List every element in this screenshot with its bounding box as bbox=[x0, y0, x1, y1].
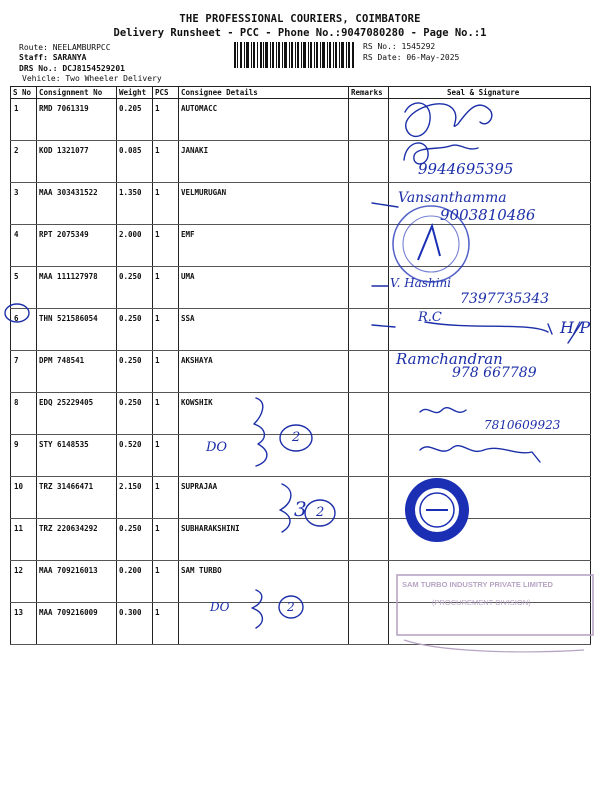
staff-label: Staff: SARANYA bbox=[19, 53, 87, 62]
row-remarks bbox=[349, 225, 389, 267]
handwritten-phone: 978 667789 bbox=[452, 365, 537, 381]
row-seal bbox=[389, 225, 591, 267]
row-pcs: 1 bbox=[153, 99, 179, 141]
col-weight-header: Weight bbox=[117, 87, 153, 99]
row-pcs: 1 bbox=[153, 477, 179, 519]
row-pcs: 1 bbox=[153, 435, 179, 477]
row-weight: 2.000 bbox=[117, 225, 153, 267]
row-sno: 7 bbox=[11, 351, 37, 393]
company-title: THE PROFESSIONAL COURIERS, COIMBATORE bbox=[179, 13, 421, 25]
row-consignee: KOWSHIK bbox=[179, 393, 349, 435]
row-weight: 0.250 bbox=[117, 309, 153, 351]
row-consignment: MAA 303431522 bbox=[37, 183, 117, 225]
row-pcs: 1 bbox=[153, 351, 179, 393]
row-remarks bbox=[349, 603, 389, 645]
row-remarks bbox=[349, 267, 389, 309]
handwritten-circled-number: 2 bbox=[316, 505, 325, 520]
row-seal bbox=[389, 435, 591, 477]
row-weight: 0.085 bbox=[117, 141, 153, 183]
row-consignment: RPT 2075349 bbox=[37, 225, 117, 267]
row-weight: 0.250 bbox=[117, 519, 153, 561]
row-weight: 0.250 bbox=[117, 267, 153, 309]
row-consignment: DPM 748541 bbox=[37, 351, 117, 393]
handwritten-circled-number: 2 bbox=[287, 600, 295, 614]
row-consignment: MAA 111127978 bbox=[37, 267, 117, 309]
row-sno: 2 bbox=[11, 141, 37, 183]
row-remarks bbox=[349, 183, 389, 225]
row-consignee: VELMURUGAN bbox=[179, 183, 349, 225]
col-consignee-header: Consignee Details bbox=[179, 87, 349, 99]
handwritten-name: Vansanthamma bbox=[398, 190, 507, 206]
row-sno: 12 bbox=[11, 561, 37, 603]
row-weight: 1.350 bbox=[117, 183, 153, 225]
col-pcs-header: PCS bbox=[153, 87, 179, 99]
row-weight: 0.520 bbox=[117, 435, 153, 477]
row-weight: 0.200 bbox=[117, 561, 153, 603]
row-seal bbox=[389, 603, 591, 645]
row-weight: 2.150 bbox=[117, 477, 153, 519]
row-weight: 0.300 bbox=[117, 603, 153, 645]
handwritten-hp: H/P bbox=[560, 318, 591, 337]
row-sno: 8 bbox=[11, 393, 37, 435]
row-remarks bbox=[349, 393, 389, 435]
col-seal-header: Seal & Signature bbox=[389, 87, 591, 99]
row-pcs: 1 bbox=[153, 393, 179, 435]
row-sno: 6 bbox=[11, 309, 37, 351]
handwritten-name: V. Hashini bbox=[390, 276, 452, 290]
row-consignee bbox=[179, 435, 349, 477]
row-consignment: MAA 709216009 bbox=[37, 603, 117, 645]
row-consignee: SUPRAJAA bbox=[179, 477, 349, 519]
col-consignment-header: Consignment No bbox=[37, 87, 117, 99]
row-consignment: MAA 709216013 bbox=[37, 561, 117, 603]
row-sno: 4 bbox=[11, 225, 37, 267]
row-weight: 0.250 bbox=[117, 393, 153, 435]
handwritten-name: Ramchandran bbox=[396, 350, 503, 368]
table-row bbox=[11, 225, 591, 267]
row-weight: 0.250 bbox=[117, 351, 153, 393]
samturbo-stamp-line2: (PROCUREMENT DIVISION) bbox=[432, 598, 531, 607]
row-sno: 9 bbox=[11, 435, 37, 477]
row-consignment: THN 521586054 bbox=[37, 309, 117, 351]
rs-number: RS No.: 1545292 bbox=[363, 42, 436, 51]
row-remarks bbox=[349, 309, 389, 351]
handwritten-note: R.C bbox=[418, 310, 442, 325]
row-consignment: TRZ 31466471 bbox=[37, 477, 117, 519]
row-pcs: 1 bbox=[153, 519, 179, 561]
row-sno: 10 bbox=[11, 477, 37, 519]
table-row bbox=[11, 603, 591, 645]
row-sno: 1 bbox=[11, 99, 37, 141]
row-consignment: RMD 7061319 bbox=[37, 99, 117, 141]
barcode bbox=[234, 42, 354, 68]
row-remarks bbox=[349, 477, 389, 519]
table-row bbox=[11, 435, 591, 477]
table-header-row bbox=[11, 87, 591, 99]
handwritten-phone: 7397735343 bbox=[460, 291, 550, 307]
row-sno: 11 bbox=[11, 519, 37, 561]
row-weight: 0.205 bbox=[117, 99, 153, 141]
row-consignee: SSA bbox=[179, 309, 349, 351]
handwritten-phone: 9944695395 bbox=[418, 160, 514, 178]
row-pcs: 1 bbox=[153, 603, 179, 645]
row-consignee: AUTOMACC bbox=[179, 99, 349, 141]
row-pcs: 1 bbox=[153, 225, 179, 267]
row-pcs: 1 bbox=[153, 561, 179, 603]
row-consignee: SUBHARAKSHINI bbox=[179, 519, 349, 561]
row-consignment: KOD 1321077 bbox=[37, 141, 117, 183]
row-consignee: UMA bbox=[179, 267, 349, 309]
col-remarks-header: Remarks bbox=[349, 87, 389, 99]
row-pcs: 1 bbox=[153, 309, 179, 351]
vehicle-label: Vehicle: Two Wheeler Delivery bbox=[22, 74, 162, 83]
row-consignment: EDQ 25229405 bbox=[37, 393, 117, 435]
row-consignee bbox=[179, 603, 349, 645]
row-consignee: AKSHAYA bbox=[179, 351, 349, 393]
rs-date: RS Date: 06-May-2025 bbox=[363, 53, 460, 62]
row-remarks bbox=[349, 561, 389, 603]
runsheet-subtitle: Delivery Runsheet - PCC - Phone No.:9047080280 - Page No.:1 bbox=[113, 27, 487, 39]
row-remarks bbox=[349, 435, 389, 477]
handwritten-do: DO bbox=[206, 440, 228, 455]
row-consignee: SAM TURBO bbox=[179, 561, 349, 603]
drs-label: DRS No.: DCJ8154529201 bbox=[19, 64, 125, 73]
row-consignment: STY 6148535 bbox=[37, 435, 117, 477]
row-consignee: EMF bbox=[179, 225, 349, 267]
row-seal bbox=[389, 477, 591, 519]
row-seal bbox=[389, 99, 591, 141]
route-label: Route: NEELAMBURPCC bbox=[19, 43, 111, 52]
row-remarks bbox=[349, 351, 389, 393]
row-consignment: TRZ 220634292 bbox=[37, 519, 117, 561]
row-sno: 13 bbox=[11, 603, 37, 645]
handwritten-do: DO bbox=[210, 600, 230, 614]
handwritten-phone: 7810609923 bbox=[484, 418, 561, 432]
table-row bbox=[11, 519, 591, 561]
row-remarks bbox=[349, 141, 389, 183]
handwritten-number: 3 bbox=[294, 497, 307, 521]
row-sno: 5 bbox=[11, 267, 37, 309]
row-remarks bbox=[349, 519, 389, 561]
handwritten-circled-number: 2 bbox=[292, 430, 301, 445]
row-consignee: JANAKI bbox=[179, 141, 349, 183]
row-seal bbox=[389, 519, 591, 561]
table-row bbox=[11, 99, 591, 141]
samturbo-stamp-line1: SAM TURBO INDUSTRY PRIVATE LIMITED bbox=[402, 580, 553, 589]
row-pcs: 1 bbox=[153, 183, 179, 225]
row-pcs: 1 bbox=[153, 141, 179, 183]
row-pcs: 1 bbox=[153, 267, 179, 309]
row-sno: 3 bbox=[11, 183, 37, 225]
row-remarks bbox=[349, 99, 389, 141]
table-row bbox=[11, 309, 591, 351]
handwritten-phone: 9003810486 bbox=[440, 206, 536, 224]
col-sno-header: S No bbox=[11, 87, 37, 99]
